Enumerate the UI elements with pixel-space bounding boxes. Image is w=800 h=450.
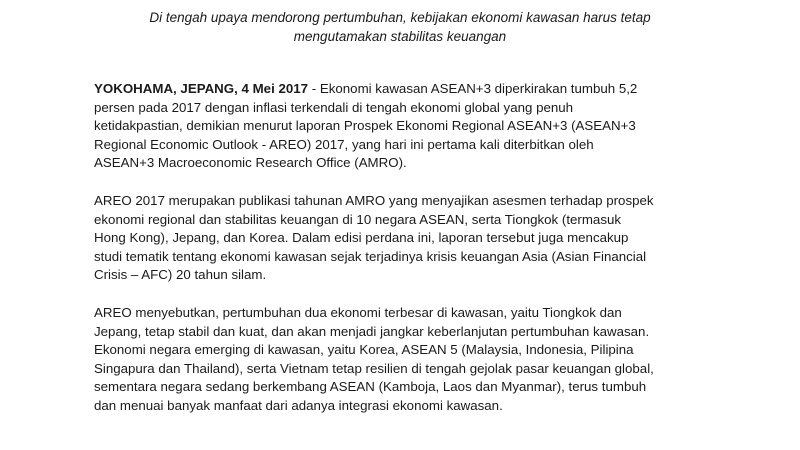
paragraph-3-line-6: dan menuai banyak manfaat dari adanya integrasi ekonomi kawasan. [94,397,503,413]
paragraph-1-line-1-rest: - Ekonomi kawasan ASEAN+3 diperkirakan tumbuh 5,2 [308,81,638,96]
paragraph-3-line-1: AREO menyebutkan, pertumbuhan dua ekonomi terbesar di kawasan, yaitu Tiongkok dan [94,305,622,320]
paragraph-1-line-2: persen pada 2017 dengan inflasi terkendali di tengah ekonomi global yang penuh [94,99,574,115]
subtitle [100,8,700,46]
subtitle-line-1: Di tengah upaya mendorong pertumbuhan, kebijakan ekonomi kawasan harus tetap [149,10,651,25]
paragraph-3-line-3: Ekonomi negara emerging di kawasan, yaitu Korea, ASEAN 5 (Malaysia, Indonesia, Pilipina [94,342,634,358]
paragraph-3-line-5: sementara negara sedang berkembang ASEAN (Kamboja, Laos dan Myanmar), terus tumbuh [94,379,647,395]
paragraph-2 [94,192,734,285]
paragraph-3-line-4: Singapura dan Thailand), serta Vietnam tetap resilien di tengah gejolak pasar keuangan global, [94,360,654,376]
paragraph-2-line-1: AREO 2017 merupakan publikasi tahunan AMRO yang menyajikan asesmen terhadap prospek [94,193,654,208]
paragraph-1-line-1 [94,80,734,99]
dateline: YOKOHAMA, JEPANG, 4 Mei 2017 [94,81,309,96]
subtitle-line-2: mengutamakan stabilitas keuangan [293,29,507,44]
paragraph-1 [94,80,734,173]
paragraph-1-line-5: ASEAN+3 Macroeconomic Research Office (AMRO). [94,155,407,171]
paragraph-2-line-3: Hong Kong), Jepang, dan Korea. Dalam edisi perdana ini, laporan tersebut juga mencakup [94,230,629,246]
paragraph-2-line-4: studi tematik tentang ekonomi kawasan sejak terjadinya krisis keuangan Asia (Asian Financial [94,248,647,264]
paragraph-2-line-5: Crisis – AFC) 20 tahun silam. [94,267,267,283]
paragraph-1-line-4: Regional Economic Outlook - AREO) 2017, yang hari ini pertama kali diterbitkan oleh [94,136,594,152]
paragraph-2-line-2: ekonomi regional dan stabilitas keuangan di 10 negara ASEAN, serta Tiongkok (termasuk [94,211,622,227]
paragraph-1-line-3: ketidakpastian, demikian menurut laporan Prospek Ekonomi Regional ASEAN+3 (ASEAN+3 [94,118,636,134]
paragraph-3 [94,304,734,416]
paragraph-3-line-2: Jepang, tetap stabil dan kuat, dan akan menjadi jangkar keberlanjutan pertumbuhan kawasan. [94,323,650,339]
